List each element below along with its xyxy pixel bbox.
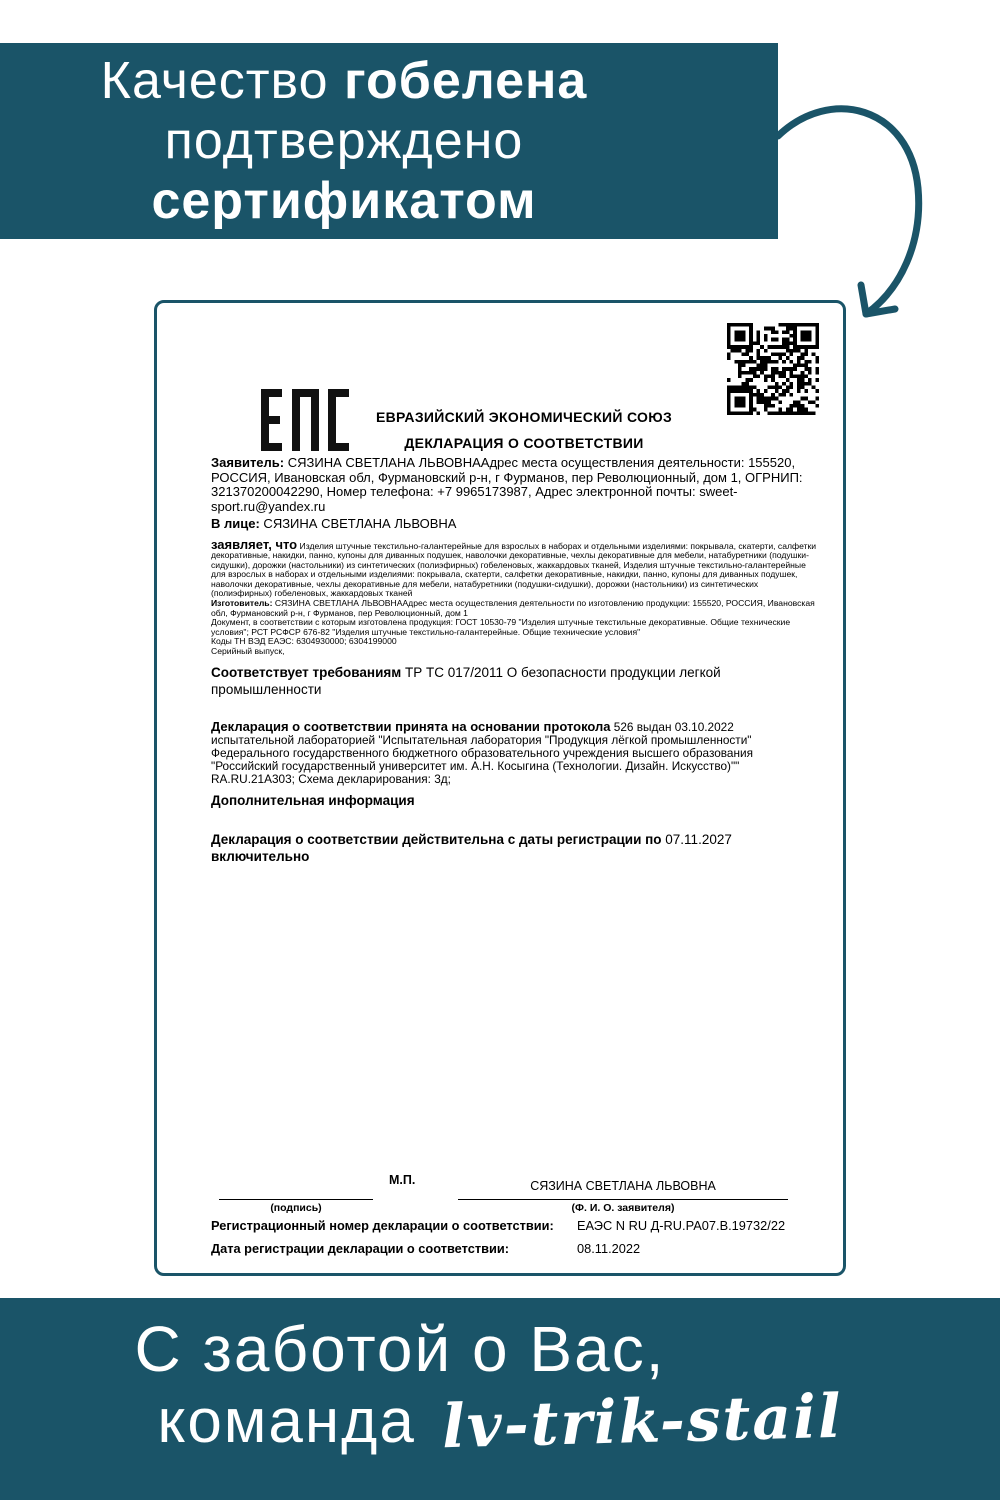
footer-line-1: С заботой о Вас,: [134, 1313, 666, 1385]
footer-banner: [0, 1298, 1000, 1500]
complies-text: ТР ТС 017/2011 О безопасности продукции легкой промышленности: [211, 664, 721, 697]
curved-arrow-icon: [760, 78, 970, 338]
union-title: ЕВРАЗИЙСКИЙ ЭКОНОМИЧЕСКИЙ СОЮЗ: [375, 409, 673, 425]
registration-number-value: ЕАЭС N RU Д-RU.РА07.В.19732/22: [577, 1218, 786, 1233]
brand-signature: lv-trik-stail: [440, 1381, 844, 1463]
manufacturer-label: Изготовитель:: [211, 598, 273, 609]
declares-label: заявляет, что: [211, 536, 298, 552]
applicant-paragraph: [211, 456, 817, 514]
validity-paragraph: [211, 831, 817, 865]
registration-date-row: [211, 1241, 823, 1256]
complies-label: Соответствует требованиям: [211, 664, 402, 680]
validity-date: 07.11.2027: [661, 832, 732, 848]
declares-paragraph: [211, 536, 817, 600]
header-line-1: [101, 51, 588, 111]
validity-label: Декларация о соответствии действительна с даты регистрации по: [211, 832, 662, 848]
footer-line-2: [0, 1381, 1000, 1463]
certificate-body: [211, 456, 817, 865]
header-line-3: сертификатом: [151, 172, 537, 230]
name-line: [458, 1199, 788, 1200]
complies-paragraph: [211, 664, 817, 698]
name-caption: (Ф. И. О. заявителя): [571, 1202, 675, 1214]
serial-paragraph: Серийный выпуск,: [211, 646, 285, 657]
registration-number-label: Регистрационный номер декларации о соответствии:: [211, 1218, 554, 1233]
signature-name: СЯЗИНА СВЕТЛАНА ЛЬВОВНА: [530, 1179, 716, 1193]
protocol-text: 526 выдан 03.10.2022 испытательной лабораторией "Испытательная лаборатория "Продукция лёгкой промышленности" Федерального государственного бюджетного образовательного учреждения высшего образования "Российский государственный университет им. А.Н. Косыгина (Технологии. Дизайн. Искусство)"" RA.RU.21А303; Схема декларирования: 3д;: [211, 719, 753, 787]
registration-number-row: [211, 1218, 823, 1233]
protocol-paragraph: [211, 720, 817, 787]
in-person-paragraph: [211, 517, 817, 532]
in-person-label: В лице:: [211, 516, 260, 531]
signature-caption: (подпись): [270, 1202, 322, 1214]
codes-paragraph: Коды ТН ВЭД ЕАЭС: 6304930000; 6304199000: [211, 636, 397, 647]
document-paragraph: Документ, в соответствии с которым изготовлена продукция: ГОСТ 10530-79 "Изделия штучные текстильные декоративные. Общие технические условия"; РСТ РСФСР 676-82 "Изделия штучные текстильно-галантерейные. Общие технические условия": [211, 617, 791, 637]
signature-line: [219, 1199, 373, 1200]
applicant-label: Заявитель:: [211, 455, 285, 470]
applicant-text: СЯЗИНА СВЕТЛАНА ЛЬВОВНААдрес места осуществления деятельности: 155520, РОССИЯ, Ивановская обл, Фурмановский р-н, г Фурманов, пер Революционный, дом 1, ОГРНИП: 321370200042290, Номер телефона: +7 9965173987, Адрес электронной почты: sweet-sport.ru@yandex.ru: [211, 455, 803, 514]
declares-text: Изделия штучные текстильно-галантерейные для взрослых в наборах и отдельными изделиями: покрывала, скатерти, салфетки декоративные, накидки, панно, купоны для диванных подушек, наволочки декоративные, чехлы декоративные для мебели, натабуретники (подушки-сидушки), дорожки (настольники) из синтетических (полиэфирных) гобеленовых, жаккардовых тканей, Изделия штучные текстильно-галантерейные для взрослых в наборах и отдельными изделиями: покрывала, скатерти, салфетки декоративные, накидки, панно, купоны для диванных подушек, наволочки декоративные, чехлы декоративные для мебели, натабуретники (подушки-сидушки), дорожки (настольники) из синтетических (полиэфирных) гобеленовых, жаккардовых тканей: [211, 540, 817, 599]
certificate-document: [154, 300, 846, 1276]
validity-suffix: включительно: [211, 849, 310, 865]
stamp-place-label: М.П.: [389, 1173, 416, 1187]
registration-date-value: 08.11.2022: [577, 1241, 641, 1256]
registration-date-label: Дата регистрации декларации о соответствии:: [211, 1241, 509, 1256]
manufacturer-paragraph: [211, 599, 817, 618]
header-line1-regular: Качество: [100, 52, 344, 110]
header-line-2: подтверждено: [164, 112, 524, 170]
declaration-title: ДЕКЛАРАЦИЯ О СООТВЕТСТВИИ: [404, 435, 644, 451]
header-line1-bold: гобелена: [343, 52, 588, 110]
qr-code: [727, 323, 819, 415]
manufacturer-text: СЯЗИНА СВЕТЛАНА ЛЬВОВНААдрес места осуществления деятельности по изготовлению продукции: 155520, РОССИЯ, Ивановская обл, Фурмановский р-н, г Фурманов, пер Революционный, дом 1: [211, 598, 815, 618]
protocol-label: Декларация о соответствии принята на основании протокола: [211, 718, 611, 734]
additional-info-label: Дополнительная информация: [211, 792, 415, 808]
header-banner: [0, 43, 778, 239]
footer-team-label: команда: [157, 1387, 416, 1456]
in-person-text: СЯЗИНА СВЕТЛАНА ЛЬВОВНА: [259, 516, 457, 531]
certificate-titles: [157, 404, 843, 456]
